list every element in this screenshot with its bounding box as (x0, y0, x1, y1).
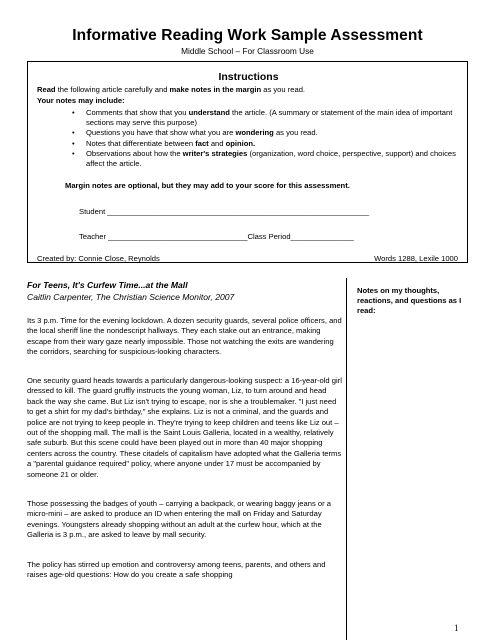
article-byline: Caitlin Carpenter, The Christian Science Monitor, 2007 (27, 292, 235, 302)
page-subtitle: Middle School – For Classroom Use (181, 46, 314, 56)
page-title: Informative Reading Work Sample Assessment (72, 27, 423, 44)
read-instruction: Read the following article carefully and make notes in the margin as you read. (37, 85, 306, 94)
notes-margin-label: Notes on my thoughts, reactions, and questions as I read: (357, 286, 462, 316)
article-paragraph: Its 3 p.m. Time for the evening lockdown. A dozen security guards, several police officers, and the local sheriff line the nondescript hallways. They each stake out an entrance, making escape from their wary gaze nearly impossible. Those not watching the exits are wandering the corridors, searching for suspicious-looking characters. (27, 316, 342, 357)
article-title: For Teens, It's Curfew Time...at the Mall (27, 280, 188, 290)
student-name-field[interactable]: Student ______________________________________________________________ (79, 207, 370, 216)
page-number: 1 (454, 623, 459, 633)
bullet-icon: • (72, 148, 75, 158)
article-paragraph: Those possessing the badges of youth – carrying a backpack, or wearing baggy jeans or a micro-mini – are asked to produce an ID when entering the mall on Friday and Saturday evenings. Youngsters already shopping without an adult at the curfew hour, which at the Galleria is 3 p.m., are asked to leave by mall security. (27, 499, 331, 540)
margin-note: Margin notes are optional, but they may add to your score for this assessment. (65, 181, 350, 190)
bullet-icon: • (72, 108, 75, 117)
teacher-period-field[interactable]: Teacher _________________________________Class Period_______________ (79, 232, 354, 241)
bullet-icon: • (72, 128, 75, 138)
notes-include-label: Your notes may include: (37, 96, 125, 105)
bullet-strategies: • Observations about how the writer's strategies (organization, word choice, perspective, support) and choices affect the article. (72, 148, 456, 169)
created-by: Created by: Connie Close, Reynolds (37, 254, 160, 263)
word-count: Words 1288, Lexile 1000 (374, 254, 458, 263)
notes-bullet-list (72, 108, 462, 169)
instructions-box (27, 61, 468, 263)
instructions-heading: Instructions (218, 71, 279, 83)
article-column (27, 278, 347, 640)
bullet-wondering: • Questions you have that show what you are wondering as you read. (72, 128, 318, 138)
article-paragraph: The policy has stirred up emotion and controversy among teens, parents, and others and raises age-old questions: How do you create a safe shopping (27, 560, 326, 580)
bullet-understand: • Comments that show that you understand the article. (A summary or statement of the main idea of important sections may serve this purpose) (72, 108, 453, 128)
bullet-icon: • (72, 138, 75, 148)
article-paragraph: One security guard heads towards a particularly dangerous-looking suspect: a 16-year-old girl dressed to kill. The guard gruffly instructs the young woman, Liz, to turn around and head back the way she came. But Liz isn't trying to escape, nor is she a troublemaker. "I just need to get a shirt for my dad's birthday," she explains. Liz is not a criminal, and the guards and police are not trying to keep people in. They're trying to keep children and teens like Liz out – out of the shopping mall. The mall is the Saint Louis Galleria, located in a wealthy, relatively safe suburb. But this scene could have been played out in more than 40 major shopping centers across the country. These citadels of capitalism have adopted what the Galleria terms a "parental guidance required" policy, where anyone under 17 must be accompanied by someone 21 or older. (27, 376, 342, 479)
bullet-fact-opinion: • Notes that differentiate between fact and opinion. (72, 138, 256, 148)
